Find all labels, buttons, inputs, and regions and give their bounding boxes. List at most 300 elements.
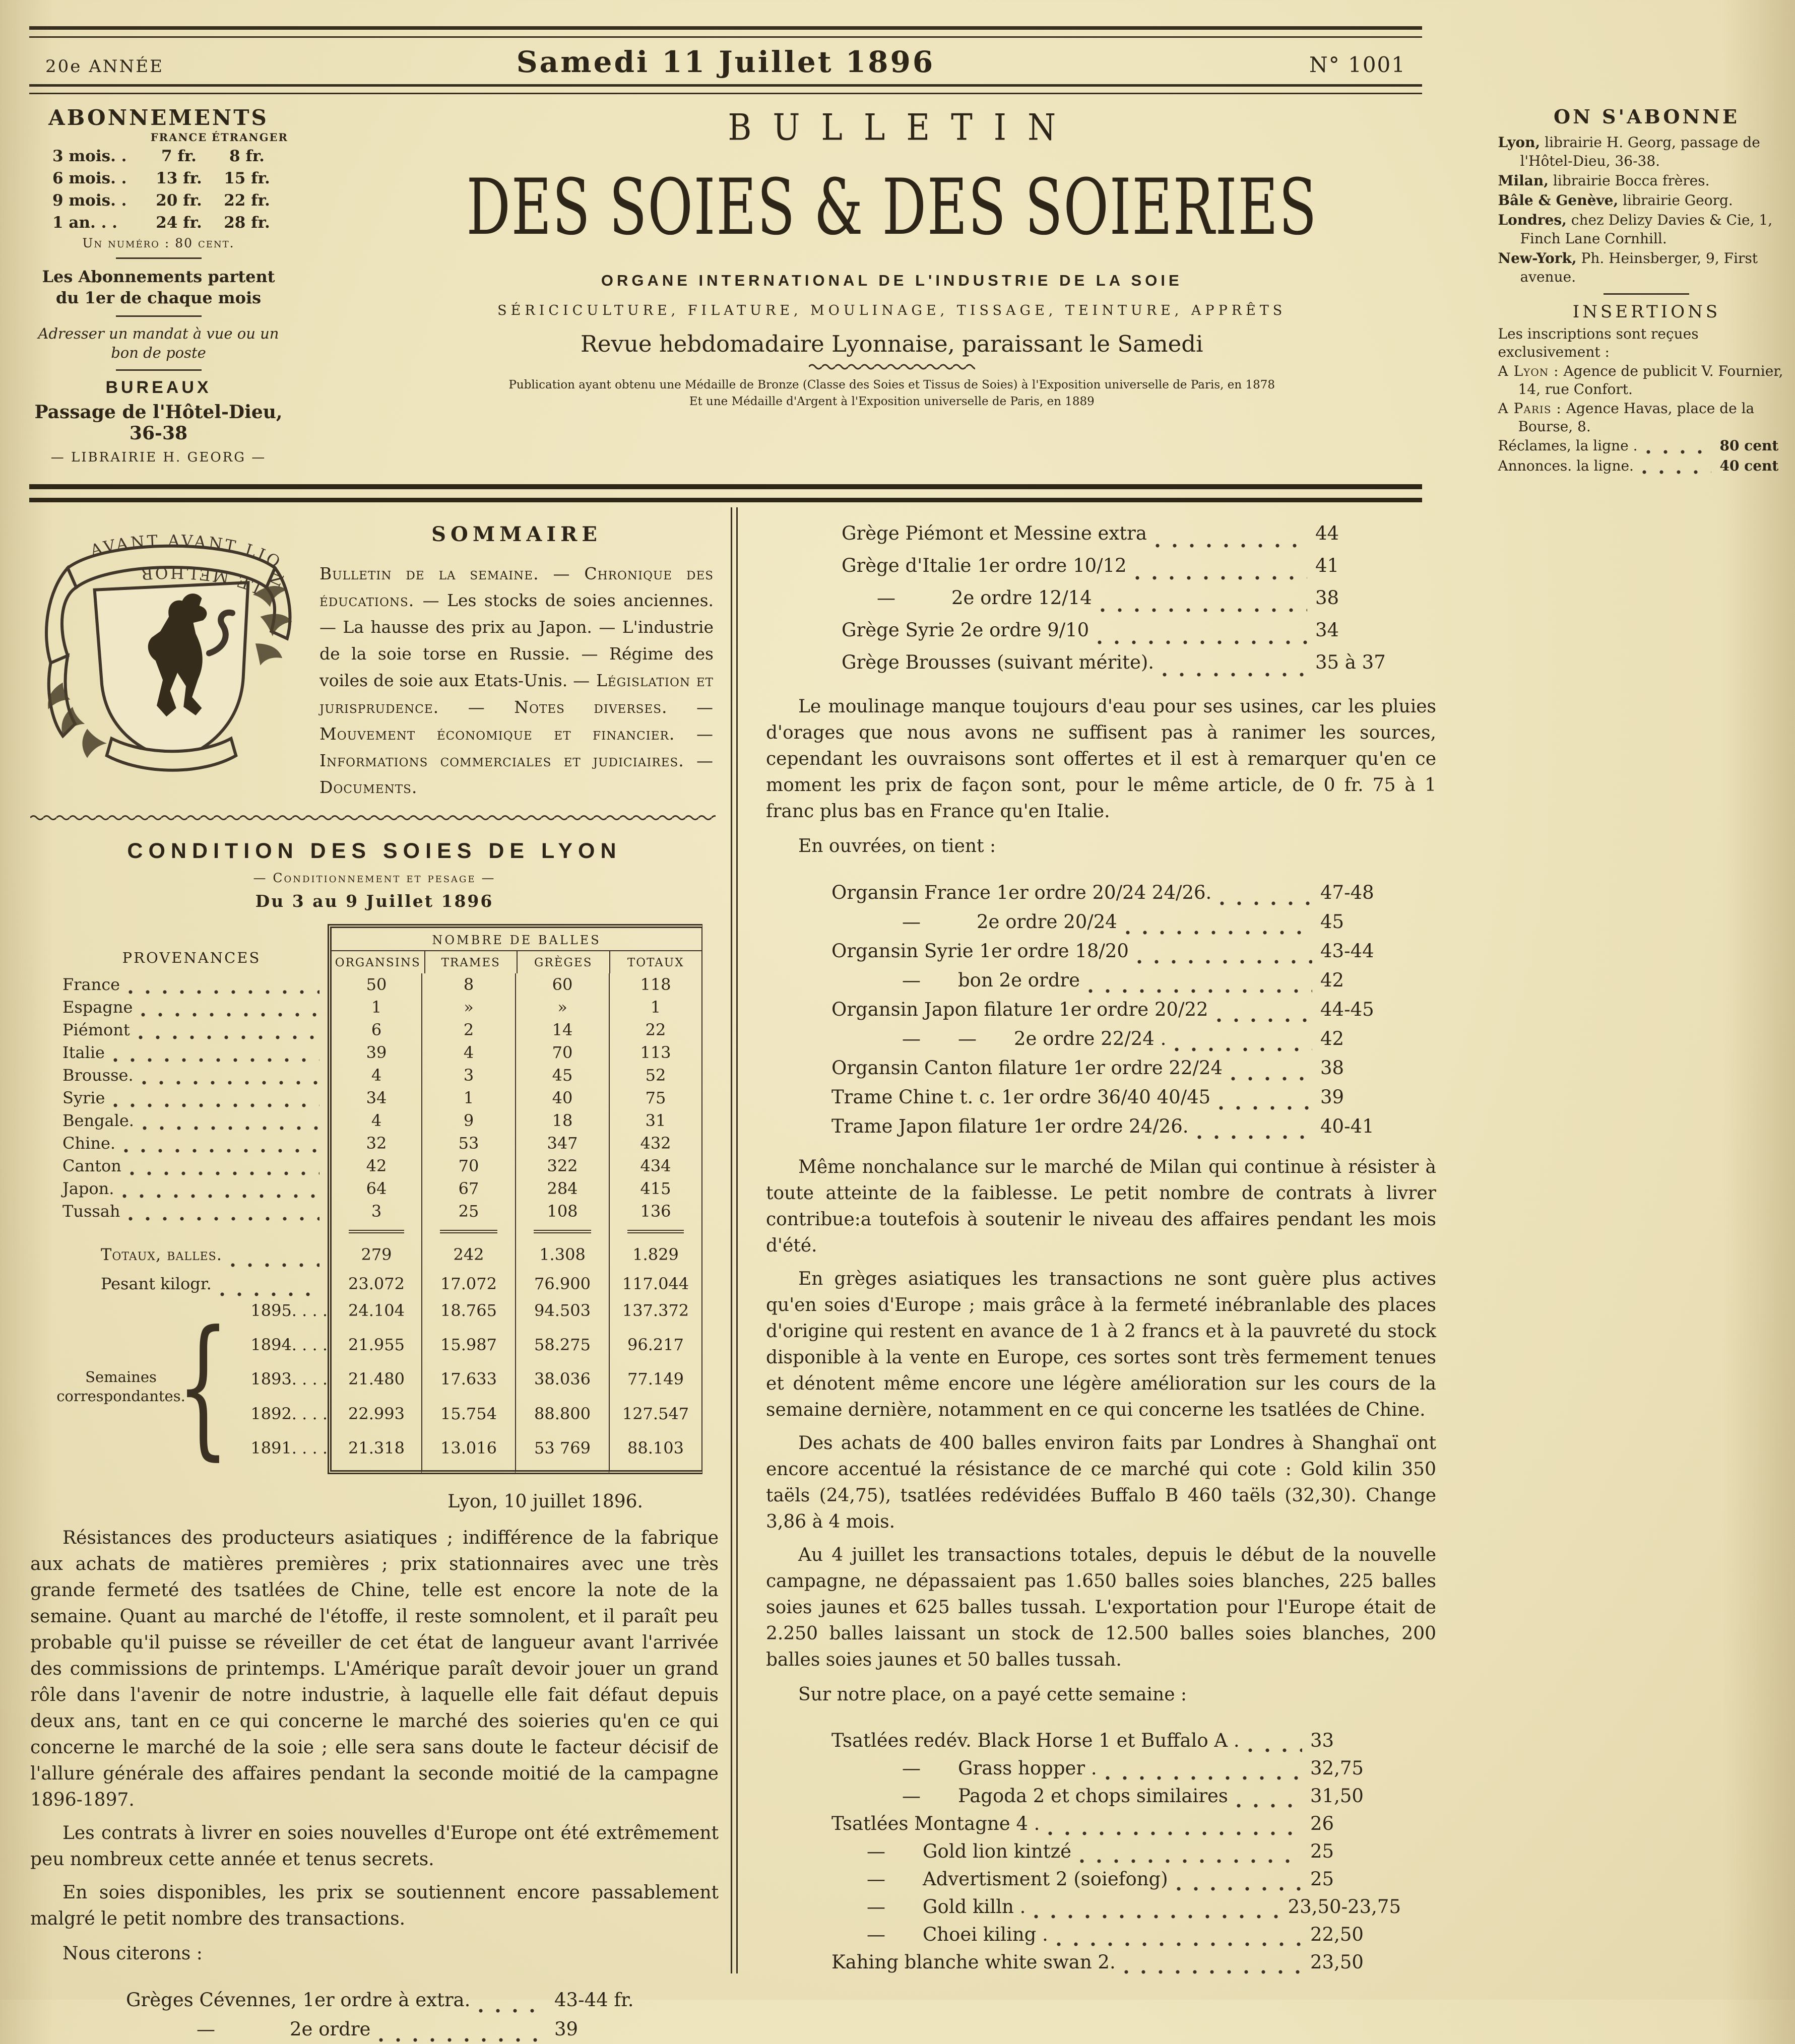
price-label: Organsin Japon filature 1er ordre 20/22 (831, 999, 1208, 1020)
condition-date-range: Du 3 au 9 Juillet 1896 (255, 891, 494, 911)
top-double-rule (29, 26, 1422, 38)
price-value: 43-44 fr. (554, 1989, 634, 2011)
price-label: — Pagoda 2 et chops similaires (902, 1785, 1228, 1807)
year-totaux: 77.149 (609, 1367, 702, 1401)
divider (1604, 293, 1689, 295)
price-label: — 2e ordre (197, 2018, 371, 2040)
cell-trames: 4 (421, 1041, 515, 1064)
price-value: 42 (1320, 969, 1344, 991)
city-name: New-York, (1498, 250, 1577, 267)
dot-leader (1125, 929, 1312, 937)
price-label: — Gold lion kintzé (867, 1840, 1071, 1862)
cell-trames: 9 (421, 1109, 515, 1132)
year-label: 1893. . . . (250, 1369, 328, 1389)
price-value: 38 (1320, 1057, 1344, 1079)
price-row (831, 1921, 1401, 1948)
agency-detail: Agence de publicit V. Fournier, 14, rue Confort. (1518, 363, 1783, 398)
price-value: 23,50-23,75 (1288, 1896, 1401, 1918)
price-label: Kahing blanche white swan 2. (831, 1951, 1116, 1973)
weight-row (55, 1269, 719, 1298)
provenance-cell (55, 1132, 328, 1155)
cell-totaux: 415 (609, 1177, 702, 1200)
cell-greges: 60 (515, 973, 609, 996)
sommaire-item: — Mouvement économique et financier. (319, 697, 714, 744)
city-name: Milan, (1498, 172, 1549, 189)
weeks-label (55, 1298, 186, 1474)
price-row (842, 550, 1406, 582)
price-label: — Grass hopper . (902, 1757, 1097, 1779)
cell-totaux: 118 (609, 973, 702, 996)
year-organsins: 24.104 (328, 1298, 421, 1333)
totals-organsins: 279 (328, 1240, 421, 1269)
year-trames: 15.987 (421, 1333, 515, 1367)
price-row (842, 517, 1406, 550)
abo-price-etranger: 22 fr. (224, 191, 270, 210)
price-row (831, 878, 1411, 907)
sommaire-paragraph (319, 560, 714, 801)
issue-number: N° 1001 (1309, 52, 1406, 77)
column-headers (332, 951, 701, 973)
provenance-name: Italie (62, 1043, 105, 1062)
dot-leader (1197, 1133, 1313, 1141)
price-value: 23,50 (1310, 1951, 1364, 1973)
totals-row (55, 1240, 719, 1269)
brace: { (176, 1298, 230, 1474)
year-trames: 18.765 (421, 1298, 515, 1333)
provenance-cell (55, 1019, 328, 1041)
article-paragraph: En grèges asiatiques les transactions ne sont guère plus actives qu'en soies d'Europe ; mais grâce à la fermeté inébranlable des places d'origine qui restent en avance de 1 à 2 francs et à la pauvreté du stock disponible à la vente en Europe, ces sortes sont très fermement tenues et dénotent même encore une légère amélioration sur les cours de la semaine dernière, notamment en ce qui concerne les tsatlées de Chine. (766, 1269, 1436, 1420)
sommaire-item: — Législation et jurisprudence. (319, 671, 714, 717)
year-organsins: 21.480 (328, 1367, 421, 1401)
divider-cell (421, 1223, 515, 1240)
dot-leader (1236, 1802, 1302, 1810)
provenance-name: Japon. (62, 1179, 114, 1198)
cell-trames: 8 (421, 973, 515, 996)
price-value: 42 (1320, 1028, 1344, 1049)
totals-label-cell (55, 1240, 328, 1269)
sommaire-item: — L'industrie de la soie torse en Russie. (319, 617, 714, 664)
dot-leader (141, 1011, 319, 1019)
year-label: 1894. . . . (250, 1335, 328, 1355)
provenance-name: France (62, 975, 120, 994)
dot-leader (1088, 987, 1312, 995)
provenance-cell (55, 1200, 328, 1223)
article-paragraph: Des achats de 400 balles environ faits par Londres à Shanghaï ont encore accentué la résistance de ce marché qui cote : Gold kilin 350 taëls (24,75), tsatlées redévidées Buffalo B 460 taëls (32,30). Change 3,86 à 4 mois. (766, 1433, 1436, 1532)
price-row (831, 1727, 1401, 1754)
entry-detail: librairie H. Georg, passage de l'Hôtel-Dieu, 36-38. (1520, 134, 1760, 169)
abo-price-etranger: 15 fr. (224, 169, 270, 187)
cell-totaux: 136 (609, 1200, 702, 1223)
corresponding-weeks (55, 1298, 719, 1474)
ribbon-motto: AVANT AVANT LION LE MELHOR (88, 532, 287, 601)
condition-table (55, 924, 719, 1223)
year-greges: 38.036 (515, 1367, 609, 1401)
cell-trames: 3 (421, 1064, 515, 1087)
price-label: — Gold killn . (867, 1896, 1026, 1918)
place-price-list (831, 1727, 1401, 1976)
price-label: Trame Japon filature 1er ordre 24/26. (831, 1115, 1189, 1137)
year-totaux: 137.372 (609, 1298, 702, 1333)
abo-duration: 6 mois. . (52, 169, 127, 187)
provenance-name: Chine. (62, 1134, 116, 1153)
sommaire-item: Bulletin de la semaine. (319, 564, 553, 583)
city-name: Bâle & Genève, (1498, 192, 1619, 209)
price-label: Trame Chine t. c. 1er ordre 36/40 40/45 (831, 1086, 1211, 1108)
cell-greges: 45 (515, 1064, 609, 1087)
city-name: Lyon, (1498, 134, 1541, 151)
dot-leader (1219, 1104, 1312, 1112)
article-paragraph: Même nonchalance sur le marché de Milan qui continue à résister à toute atteinte de la faiblesse. Le petit nombre de contrats à livrer contribue:a toutefois à soutenir le niveau des affaires pendant les mois d'été. (766, 1157, 1436, 1256)
abonne-list (1498, 133, 1795, 286)
column-header: ORGANSINS (335, 956, 421, 969)
librairie-line: — LIBRAIRIE H. GEORG — (50, 450, 267, 465)
year-cell (220, 1298, 328, 1333)
price-value: 45 (1320, 911, 1344, 933)
cell-trames: 25 (421, 1200, 515, 1223)
cell-organsins: 34 (328, 1087, 421, 1109)
provenances-header: PROVENANCES (122, 949, 261, 966)
fee-row (1498, 436, 1795, 456)
abonne-entry (1498, 249, 1795, 286)
dot-leader (128, 1215, 319, 1223)
cell-organsins: 32 (328, 1132, 421, 1155)
year-cell (220, 1367, 328, 1401)
thick-double-rule (29, 484, 1422, 502)
city-name: Londres, (1498, 212, 1567, 228)
dot-leader (1174, 1045, 1312, 1053)
provenance-name: Syrie (62, 1088, 105, 1107)
dot-leader (1100, 606, 1307, 614)
moulinage-paragraph: Le moulinage manque toujours d'eau pour ses usines, car les pluies d'orages que nous avons ne suffisent pas à ranimer les sources, cependant les ouvraisons sont offertes et il est à remarquer qu'en ce moment les prix de façon sont, pour le même article, de 0 fr. 75 à 1 franc plus bas en France qu'en Italie. (766, 696, 1436, 822)
price-label: Organsin Syrie 1er ordre 18/20 (831, 940, 1129, 962)
abo-price-etranger: 28 fr. (224, 214, 270, 232)
cell-organsins: 42 (328, 1155, 421, 1177)
medal-note-2: Et une Médaille d'Argent à l'Exposition universelle de Paris, en 1889 (689, 395, 1095, 408)
second-double-rule (29, 84, 1422, 94)
dot-leader (1162, 671, 1307, 679)
price-row (831, 1053, 1411, 1083)
price-value: 39 (554, 2018, 579, 2040)
issue-date: Samedi 11 Juillet 1896 (516, 45, 935, 79)
condition-table-totals (55, 1223, 719, 1240)
article-paragraph: Les contrats à livrer en soies nouvelles d'Europe ont été extrêmement peu nombreux cette année et tenus secrets. (30, 1823, 719, 1870)
fees-list (1498, 436, 1795, 476)
abonne-entry (1498, 133, 1795, 170)
abonne-title: ON S'ABONNE (1553, 105, 1740, 128)
dot-leader (230, 1261, 319, 1269)
cell-greges: 284 (515, 1177, 609, 1200)
condition-title: CONDITION DES SOIES DE LYON (127, 839, 622, 863)
price-label: — 2e ordre 12/14 (877, 587, 1092, 609)
dot-leader (1248, 1746, 1302, 1754)
price-row (831, 1837, 1401, 1865)
weight-organsins: 23.072 (328, 1269, 421, 1298)
year-greges: 53 769 (515, 1436, 609, 1474)
year-trames: 17.633 (421, 1367, 515, 1401)
dot-leader (1231, 1075, 1312, 1083)
sommaire-title: SOMMAIRE (431, 522, 602, 546)
dot-leader (128, 988, 319, 996)
provenance-cell (55, 973, 328, 996)
cell-trames: 2 (421, 1019, 515, 1041)
dot-leader (1097, 638, 1307, 646)
cell-totaux: 75 (609, 1087, 702, 1109)
cell-trames: 67 (421, 1177, 515, 1200)
cell-organsins: 6 (328, 1019, 421, 1041)
coat-of-arms (30, 526, 312, 788)
abo-duration: 9 mois. . (52, 191, 127, 210)
year-greges: 58.275 (515, 1333, 609, 1367)
cevennes-quotes (126, 1986, 645, 2044)
provenance-name: Canton (62, 1156, 121, 1175)
sommaire-item: — Notes diverses. (468, 697, 696, 717)
ouvrees-price-list (831, 878, 1411, 1141)
totals-label: Totaux, balles. (101, 1245, 222, 1264)
year-trames: 13.016 (421, 1436, 515, 1474)
place-intro: Sur notre place, on a payé cette semaine : (798, 1684, 1187, 1705)
price-row (831, 1893, 1401, 1921)
year-label: 1892. . . . (250, 1404, 328, 1423)
price-row (831, 1948, 1401, 1976)
nombre-header-text: NOMBRE DE BALLES (332, 928, 701, 951)
citerons-line: Nous citerons : (62, 1943, 203, 1964)
dot-leader (113, 1101, 319, 1109)
divider-cell (328, 1223, 421, 1240)
medal-note-1: Publication ayant obtenu une Médaille de Bronze (Classe des Soies et Tissus de Soies) à l'Exposition universelle de Paris, en 1878 (508, 378, 1275, 391)
agency-city: A Paris : (1498, 400, 1562, 417)
dot-leader (138, 1033, 319, 1041)
price-label: Organsin Canton filature 1er ordre 22/24 (831, 1057, 1223, 1079)
newspaper-scan (0, 26, 1783, 2040)
weight-totaux: 117.044 (609, 1269, 702, 1298)
column-divider-rule (731, 507, 738, 1973)
year-organsins: 21.955 (328, 1333, 421, 1367)
col-france: FRANCE (150, 131, 208, 144)
abo-price-etranger: 8 fr. (229, 147, 265, 165)
insertions-title: INSERTIONS (1572, 302, 1721, 322)
cell-organsins: 4 (328, 1109, 421, 1132)
price-value: 44 (1315, 522, 1339, 544)
price-row (831, 937, 1411, 966)
insertions-entry (1498, 400, 1795, 436)
provenance-cell (55, 1155, 328, 1177)
price-row (831, 1083, 1411, 1112)
weight-label: Pesant kilogr. (101, 1274, 212, 1293)
spacer-cell (55, 1223, 328, 1240)
cell-totaux: 52 (609, 1064, 702, 1087)
grege-price-list (842, 517, 1406, 679)
price-label: — — 2e ordre 22/24 . (902, 1028, 1167, 1049)
divider (116, 369, 202, 371)
market-paragraphs (766, 1154, 1436, 1673)
cell-totaux: 31 (609, 1109, 702, 1132)
fee-row (1498, 456, 1795, 476)
abo-price-france: 24 fr. (156, 214, 202, 232)
cell-trames: 70 (421, 1155, 515, 1177)
cell-trames: 53 (421, 1132, 515, 1155)
dot-leader (142, 1124, 319, 1132)
entry-detail: librairie Bocca frères. (1548, 172, 1710, 189)
cell-trames: » (421, 996, 515, 1019)
year-label: 1891. . . . (250, 1438, 328, 1458)
agency-city: A Lyon : (1498, 363, 1559, 379)
price-value: 25 (1310, 1840, 1334, 1862)
payment-note: Adresser un mandat à vue ou un bon de poste (38, 325, 279, 361)
price-label: Organsin France 1er ordre 20/24 24/26. (831, 882, 1212, 903)
entry-detail: librairie Georg. (1618, 192, 1733, 209)
cell-totaux: 1 (609, 996, 702, 1019)
sommaire-text-block (312, 517, 719, 801)
insertions-list (1498, 362, 1795, 436)
col-etranger: ÉTRANGER (212, 131, 288, 144)
price-row (126, 2015, 645, 2044)
price-value: 44-45 (1320, 999, 1374, 1020)
bureaux-title: BUREAUX (105, 378, 212, 397)
dot-leader (130, 1169, 319, 1177)
left-column (30, 517, 719, 2044)
sommaire-section (30, 517, 719, 801)
year-greges: 88.800 (515, 1402, 609, 1436)
dot-leader (1034, 1913, 1279, 1921)
cell-organsins: 64 (328, 1177, 421, 1200)
abonne-entry (1498, 171, 1795, 190)
cell-totaux: 113 (609, 1041, 702, 1064)
masthead-domains: SÉRICICULTURE, FILATURE, MOULINAGE, TISSAGE, TEINTURE, APPRÊTS (497, 303, 1287, 318)
price-row (831, 1782, 1401, 1810)
price-value: 40-41 (1320, 1115, 1374, 1137)
entry-detail: chez Delizy Davies & Cie, 1, Finch Lane Cornhill. (1520, 212, 1773, 247)
cell-greges: 14 (515, 1019, 609, 1041)
provenance-cell (55, 1087, 328, 1109)
body-columns (0, 502, 1451, 2044)
provenance-cell (55, 1041, 328, 1064)
dot-leader (1079, 1857, 1302, 1865)
divider (116, 257, 202, 259)
fee-label: Réclames, la ligne . (1498, 437, 1638, 454)
price-value: 38 (1315, 587, 1339, 609)
cell-trames: 1 (421, 1087, 515, 1109)
entry-detail: Ph. Heinsberger, 9, First avenue. (1520, 250, 1758, 285)
sommaire-item: — Les stocks de soies anciennes. (422, 590, 714, 610)
column-header: GRÈGES (517, 951, 609, 973)
spacer (50, 131, 146, 144)
price-row (831, 966, 1411, 995)
price-value: 41 (1315, 555, 1339, 576)
price-label: Grège Brousses (suivant mérite). (842, 651, 1155, 673)
abonne-block (1498, 102, 1795, 476)
nombre-de-balles-header (328, 924, 702, 973)
price-value: 26 (1310, 1813, 1334, 1834)
dot-leader (122, 1192, 319, 1200)
price-label: Grège Piémont et Messine extra (842, 522, 1147, 544)
column-header: TOTAUX (609, 951, 702, 973)
price-row (831, 1754, 1401, 1782)
year-cell (220, 1436, 328, 1474)
year-totaux: 127.547 (609, 1402, 702, 1436)
cell-organsins: 1 (328, 996, 421, 1019)
cell-greges: 322 (515, 1155, 609, 1177)
weeks-label-line2: correspondantes. (56, 1387, 185, 1405)
price-label: — Advertisment 2 (soiefong) (867, 1868, 1168, 1890)
dot-leader (1155, 542, 1307, 550)
price-label: — Choei kiling . (867, 1924, 1048, 1945)
squiggle-ornament (809, 362, 975, 371)
fee-value: 80 cent (1719, 437, 1779, 454)
price-value: 32,75 (1310, 1757, 1364, 1779)
dot-leader (113, 1056, 319, 1064)
abo-price-france: 20 fr. (156, 191, 202, 210)
sommaire-item: — Régime des voiles de soie aux Etats-Unis. (319, 644, 714, 690)
ouvrees-intro: En ouvrées, on tient : (798, 836, 996, 856)
price-row (842, 614, 1406, 646)
dot-leader (1176, 1885, 1302, 1893)
abo-price-france: 13 fr. (156, 169, 202, 187)
divider-cell (515, 1223, 609, 1240)
dot-leader (142, 1079, 319, 1087)
price-row (831, 1112, 1411, 1141)
dot-leader (1216, 1016, 1312, 1024)
cell-organsins: 3 (328, 1200, 421, 1223)
year-cell (220, 1402, 328, 1436)
masthead-title: DES SOIES & DES SOIERIES (466, 163, 1318, 252)
abonnements-block (31, 102, 286, 476)
price-value: 31,50 (1310, 1785, 1364, 1807)
divider (116, 315, 202, 317)
totals-trames: 242 (421, 1240, 515, 1269)
masthead (309, 102, 1475, 476)
year-totaux: 96.217 (609, 1333, 702, 1367)
abonne-entry (1498, 191, 1795, 210)
provenance-cell (55, 996, 328, 1019)
year-greges: 94.503 (515, 1298, 609, 1333)
dot-leader (1642, 468, 1712, 476)
insertions-note: Les inscriptions sont reçues exclusivement : (1498, 325, 1699, 360)
cell-organsins: 39 (328, 1041, 421, 1064)
price-label: — 2e ordre 20/24 (902, 911, 1117, 933)
cell-totaux: 22 (609, 1019, 702, 1041)
price-value: 47-48 (1320, 882, 1374, 903)
dot-leader (378, 2036, 546, 2044)
year-cell (220, 1333, 328, 1367)
price-value: 25 (1310, 1868, 1334, 1890)
cell-greges: 40 (515, 1087, 609, 1109)
price-value: 39 (1320, 1086, 1344, 1108)
price-label: Grège d'Italie 1er ordre 10/12 (842, 555, 1127, 576)
provenance-name: Brousse. (62, 1066, 134, 1085)
weight-greges: 76.900 (515, 1269, 609, 1298)
price-label: Tsatlées redév. Black Horse 1 et Buffalo A . (831, 1730, 1240, 1751)
dot-leader (1646, 448, 1712, 456)
wavy-divider (30, 814, 716, 822)
cell-totaux: 432 (609, 1132, 702, 1155)
dot-leader (1056, 1940, 1302, 1948)
cell-greges: 70 (515, 1041, 609, 1064)
fee-value: 40 cent (1719, 457, 1779, 474)
provenance-name: Bengale. (62, 1111, 134, 1130)
weight-trames: 17.072 (421, 1269, 515, 1298)
sommaire-item: — La hausse des prix au Japon. (319, 617, 599, 637)
article-paragraph: En soies disponibles, les prix se soutiennent encore passablement malgré le petit nombre des transactions. (30, 1882, 719, 1929)
sommaire-item: — Documents. (319, 751, 714, 797)
cell-organsins: 50 (328, 973, 421, 996)
provenance-name: Tussah (62, 1202, 120, 1221)
agency-detail: Agence Havas, place de la Bourse, 8. (1518, 400, 1755, 435)
price-label: — bon 2e ordre (902, 969, 1080, 991)
left-article (30, 1525, 719, 1932)
totals-greges: 1.308 (515, 1240, 609, 1269)
edition-year: 20e ANNÉE (45, 56, 164, 77)
price-row (126, 1986, 645, 2015)
